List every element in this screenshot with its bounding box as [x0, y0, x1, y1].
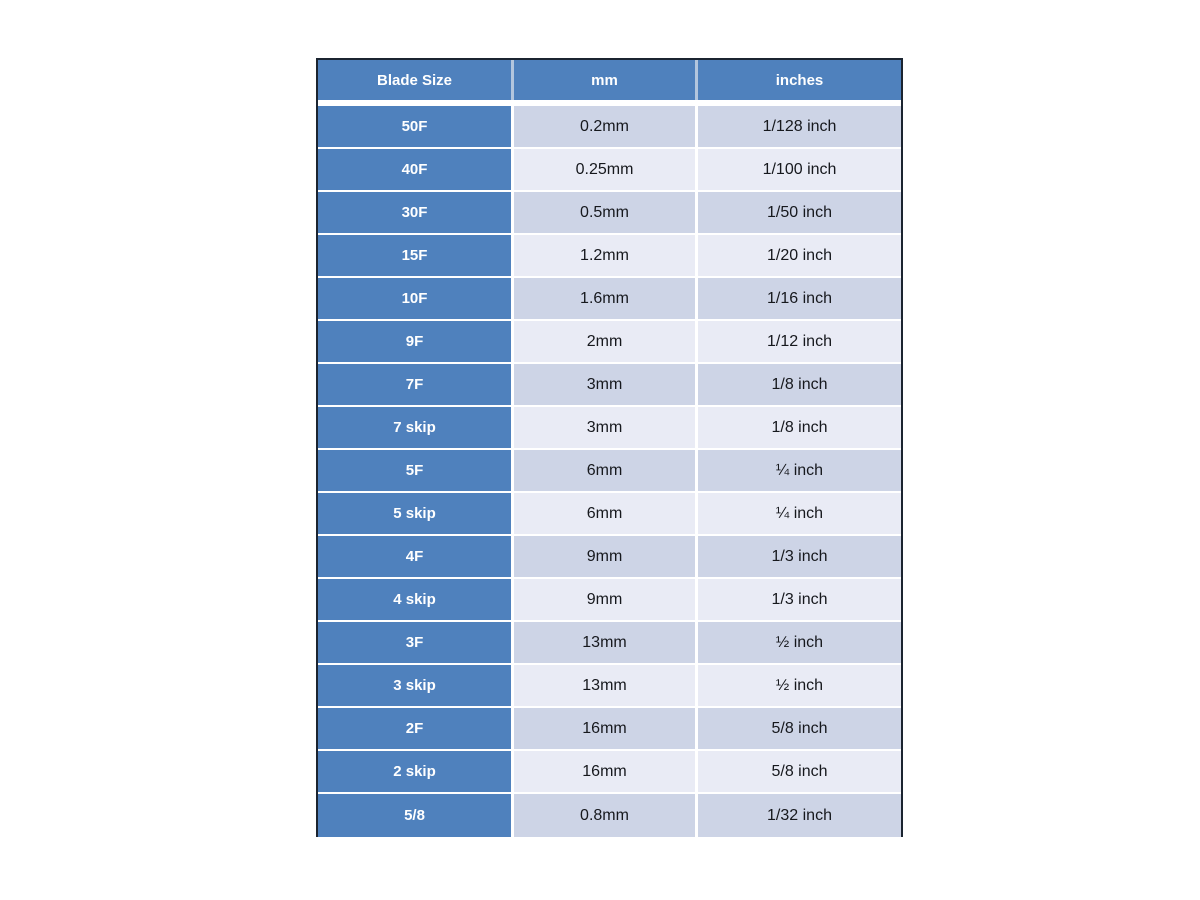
- table-row: [318, 149, 901, 192]
- cell-inches-value: 5/8 inch: [698, 708, 901, 749]
- row-header-blade-size: 5F: [318, 450, 514, 491]
- cell-mm-value: 6mm: [514, 450, 698, 491]
- table-row: [318, 364, 901, 407]
- cell-mm-value: 0.5mm: [514, 192, 698, 233]
- cell-inches-value: 1/32 inch: [698, 794, 901, 837]
- row-header-blade-size: 2 skip: [318, 751, 514, 792]
- cell-mm-value: 16mm: [514, 751, 698, 792]
- cell-inches-value: 1/8 inch: [698, 364, 901, 405]
- row-header-blade-size: 50F: [318, 106, 514, 147]
- cell-mm-value: 6mm: [514, 493, 698, 534]
- cell-inches-value: 1/16 inch: [698, 278, 901, 319]
- cell-mm-value: 13mm: [514, 665, 698, 706]
- table-body: [318, 106, 901, 837]
- row-header-blade-size: 7F: [318, 364, 514, 405]
- table-row: [318, 665, 901, 708]
- table-row: [318, 278, 901, 321]
- table-header-row: [318, 60, 901, 106]
- row-header-blade-size: 3F: [318, 622, 514, 663]
- table-row: [318, 450, 901, 493]
- table-row: [318, 407, 901, 450]
- row-header-blade-size: 9F: [318, 321, 514, 362]
- row-header-blade-size: 4F: [318, 536, 514, 577]
- cell-mm-value: 0.8mm: [514, 794, 698, 837]
- cell-mm-value: 3mm: [514, 407, 698, 448]
- row-header-blade-size: 2F: [318, 708, 514, 749]
- table-row: [318, 708, 901, 751]
- column-header-blade-size: Blade Size: [318, 60, 514, 100]
- cell-mm-value: 2mm: [514, 321, 698, 362]
- table-row: [318, 235, 901, 278]
- row-header-blade-size: 5 skip: [318, 493, 514, 534]
- cell-inches-value: 5/8 inch: [698, 751, 901, 792]
- cell-mm-value: 0.25mm: [514, 149, 698, 190]
- row-header-blade-size: 4 skip: [318, 579, 514, 620]
- row-header-blade-size: 10F: [318, 278, 514, 319]
- cell-mm-value: 3mm: [514, 364, 698, 405]
- table-row: [318, 579, 901, 622]
- table-row: [318, 751, 901, 794]
- row-header-blade-size: 5/8: [318, 794, 514, 837]
- row-header-blade-size: 7 skip: [318, 407, 514, 448]
- row-header-blade-size: 3 skip: [318, 665, 514, 706]
- table-row: [318, 321, 901, 364]
- table-row: [318, 493, 901, 536]
- table-row: [318, 622, 901, 665]
- cell-inches-value: ½ inch: [698, 665, 901, 706]
- blade-size-conversion-table: [316, 58, 903, 837]
- cell-mm-value: 13mm: [514, 622, 698, 663]
- row-header-blade-size: 15F: [318, 235, 514, 276]
- cell-inches-value: 1/8 inch: [698, 407, 901, 448]
- cell-inches-value: 1/20 inch: [698, 235, 901, 276]
- cell-inches-value: ¼ inch: [698, 493, 901, 534]
- cell-mm-value: 1.6mm: [514, 278, 698, 319]
- table-row: [318, 106, 901, 149]
- cell-inches-value: 1/128 inch: [698, 106, 901, 147]
- table-row: [318, 192, 901, 235]
- cell-mm-value: 1.2mm: [514, 235, 698, 276]
- row-header-blade-size: 30F: [318, 192, 514, 233]
- cell-inches-value: 1/12 inch: [698, 321, 901, 362]
- cell-inches-value: ¼ inch: [698, 450, 901, 491]
- table-row: [318, 794, 901, 837]
- row-header-blade-size: 40F: [318, 149, 514, 190]
- column-header-mm: mm: [514, 60, 698, 100]
- cell-inches-value: 1/50 inch: [698, 192, 901, 233]
- cell-mm-value: 9mm: [514, 536, 698, 577]
- cell-mm-value: 9mm: [514, 579, 698, 620]
- table-row: [318, 536, 901, 579]
- column-header-inches: inches: [698, 60, 901, 100]
- cell-inches-value: ½ inch: [698, 622, 901, 663]
- cell-mm-value: 0.2mm: [514, 106, 698, 147]
- cell-inches-value: 1/3 inch: [698, 536, 901, 577]
- cell-inches-value: 1/100 inch: [698, 149, 901, 190]
- cell-mm-value: 16mm: [514, 708, 698, 749]
- cell-inches-value: 1/3 inch: [698, 579, 901, 620]
